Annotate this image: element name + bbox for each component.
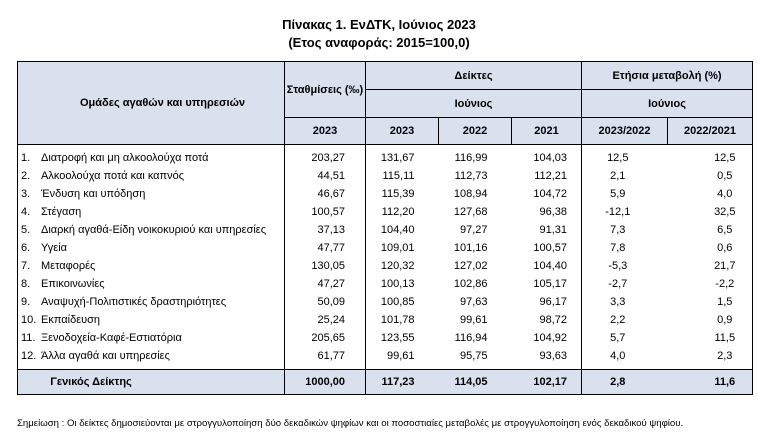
table-row	[18, 347, 753, 370]
row-label	[18, 329, 285, 347]
row-number: 5.	[21, 224, 31, 236]
change-2023-2022-cell: 5,7	[582, 329, 668, 347]
header-index-year: 2023	[366, 118, 439, 145]
table-subtitle: (Ετος αναφοράς: 2015=100,0)	[288, 35, 470, 50]
change-2022-2021-cell: 1,5	[668, 293, 753, 311]
index-2021-cell: 105,17	[533, 278, 568, 290]
row-number: 4.	[21, 206, 31, 218]
row-group-name: Στέγαση	[41, 206, 82, 218]
table-row	[18, 167, 753, 185]
row-number: 8.	[21, 278, 31, 290]
header-indices-month: Ιούνιος	[366, 90, 582, 118]
header-indices: Δείκτες	[366, 62, 582, 90]
header-weights: Σταθμίσεις (‰)	[285, 62, 366, 118]
total-change-2022-2021: 11,6	[668, 370, 753, 395]
row-group-name: Διατροφή και μη αλκοολούχα ποτά	[41, 152, 209, 164]
table-row	[18, 275, 753, 293]
row-label	[18, 257, 285, 275]
change-2023-2022-cell: -2,7	[582, 275, 668, 293]
index-2021-cell: 91,31	[539, 224, 568, 236]
index-2023-cell: 115,39	[366, 185, 439, 203]
header-change-period: 2022/2021	[668, 118, 753, 145]
index-2022-cell: 127,02	[453, 260, 488, 272]
weight-cell: 61,77	[285, 347, 366, 370]
change-2023-2022-cell: 12,5	[582, 145, 668, 168]
row-number: 1.	[21, 152, 31, 164]
index-2022-cell: 97,63	[459, 296, 488, 308]
change-2022-2021-cell: 21,7	[668, 257, 753, 275]
row-number: 10.	[21, 314, 37, 326]
row-number: 9.	[21, 296, 31, 308]
table-row	[18, 203, 753, 221]
change-2022-2021-cell: 0,5	[668, 167, 753, 185]
cpi-table	[17, 61, 753, 395]
weight-cell: 46,67	[285, 185, 366, 203]
table-row	[18, 145, 753, 168]
index-2021-cell: 104,03	[533, 152, 568, 164]
index-2022-cell: 101,16	[453, 242, 488, 254]
row-group-name: Υγεία	[41, 242, 68, 254]
index-2023-cell: 99,61	[366, 347, 439, 370]
footnote: Σημείωση : Οι δείκτες δημοσιεύονται με στρογγυλοποίηση δύο δεκαδικών ψηφίων και οι ποσοστιαίες μεταβολές με στρογγυλοποίηση ενός δεκαδικού ψηφίου.	[17, 418, 684, 429]
row-number: 7.	[21, 260, 31, 272]
row-number: 11.	[21, 332, 36, 344]
table-row	[18, 239, 753, 257]
row-label	[18, 347, 285, 370]
index-2021-cell: 100,57	[533, 242, 568, 254]
index-2022-cell: 95,75	[459, 350, 488, 362]
index-2023-cell: 101,78	[366, 311, 439, 329]
weight-cell: 47,77	[285, 239, 366, 257]
index-2021-cell: 104,40	[533, 260, 568, 272]
change-2022-2021-cell: 12,5	[668, 145, 753, 168]
row-number: 2.	[21, 170, 31, 182]
row-number: 12.	[21, 350, 37, 362]
change-2022-2021-cell: 0,9	[668, 311, 753, 329]
total-index-2022: 114,05	[439, 370, 512, 395]
total-row	[18, 370, 753, 395]
row-group-name: Αλκοολούχα ποτά και καπνός	[41, 170, 185, 182]
change-2022-2021-cell: -2,2	[668, 275, 753, 293]
weight-cell: 205,65	[285, 329, 366, 347]
change-2023-2022-cell: -5,3	[582, 257, 668, 275]
table-row	[18, 293, 753, 311]
total-change-2023-2022: 2,8	[582, 370, 668, 395]
header-weights-year: 2023	[285, 118, 366, 145]
header-index-year: 2022	[439, 118, 512, 145]
change-2023-2022-cell: 5,9	[582, 185, 668, 203]
index-2023-cell: 100,85	[366, 293, 439, 311]
change-2022-2021-cell: 4,0	[668, 185, 753, 203]
row-label	[18, 293, 285, 311]
index-2021-cell: 93,63	[539, 350, 568, 362]
index-2021-cell: 96,38	[539, 206, 568, 218]
change-2022-2021-cell: 11,5	[668, 329, 753, 347]
row-group-name: Επικοινωνίες	[41, 278, 105, 290]
index-2021-cell: 96,17	[539, 296, 568, 308]
row-label	[18, 221, 285, 239]
table-body	[18, 145, 753, 395]
index-2022-cell: 127,68	[453, 206, 488, 218]
index-2023-cell: 115,11	[366, 167, 439, 185]
index-2023-cell: 112,20	[366, 203, 439, 221]
total-label: Γενικός Δείκτης	[18, 370, 285, 395]
row-label	[18, 239, 285, 257]
change-2022-2021-cell: 0,6	[668, 239, 753, 257]
change-2023-2022-cell: 4,0	[582, 347, 668, 370]
table-row	[18, 185, 753, 203]
row-group-name: Εκπαίδευση	[41, 314, 101, 326]
table-row	[18, 311, 753, 329]
index-2022-cell: 116,99	[454, 152, 488, 164]
row-label	[18, 185, 285, 203]
total-index-2023: 117,23	[366, 370, 439, 395]
index-2022-cell: 108,94	[453, 188, 488, 200]
index-2021-cell: 104,92	[533, 332, 568, 344]
change-2023-2022-cell: -12,1	[582, 203, 668, 221]
index-2022-cell: 97,27	[459, 224, 488, 236]
table-title: Πίνακας 1. ΕνΔΤΚ, Ιούνιος 2023	[282, 17, 476, 32]
row-label	[18, 167, 285, 185]
row-label	[18, 275, 285, 293]
change-2023-2022-cell: 7,8	[582, 239, 668, 257]
row-group-name: Ξενοδοχεία-Καφέ-Εστιατόρια	[41, 332, 182, 344]
index-2021-cell: 104,72	[533, 188, 568, 200]
change-2023-2022-cell: 2,2	[582, 311, 668, 329]
change-2022-2021-cell: 2,3	[668, 347, 753, 370]
index-2021-cell: 98,72	[539, 314, 568, 326]
table-row	[18, 329, 753, 347]
weight-cell: 25,24	[285, 311, 366, 329]
row-label	[18, 203, 285, 221]
weight-cell: 37,13	[285, 221, 366, 239]
index-2023-cell: 100,13	[366, 275, 439, 293]
index-2022-cell: 116,94	[454, 332, 488, 344]
index-2023-cell: 109,01	[366, 239, 439, 257]
change-2023-2022-cell: 3,3	[582, 293, 668, 311]
header-annual-change: Ετήσια μεταβολή (%)	[582, 62, 753, 90]
row-group-name: Διαρκή αγαθά-Είδη νοικοκυριού και υπηρεσίες	[41, 224, 267, 236]
index-2021-cell: 112,21	[534, 170, 568, 182]
index-2023-cell: 104,40	[366, 221, 439, 239]
index-2023-cell: 120,32	[366, 257, 439, 275]
index-2023-cell: 123,55	[366, 329, 439, 347]
table-row	[18, 257, 753, 275]
row-number: 6.	[21, 242, 31, 254]
weight-cell: 100,57	[285, 203, 366, 221]
header-change-period: 2023/2022	[582, 118, 668, 145]
weight-cell: 47,27	[285, 275, 366, 293]
header-change-month: Ιούνιος	[582, 90, 753, 118]
row-group-name: Μεταφορές	[41, 260, 96, 272]
weight-cell: 44,51	[285, 167, 366, 185]
row-group-name: Αναψυχή-Πολιτιστικές δραστηριότητες	[41, 296, 227, 308]
change-2023-2022-cell: 2,1	[582, 167, 668, 185]
index-2023-cell: 131,67	[366, 145, 439, 168]
header-index-year: 2021	[512, 118, 582, 145]
index-2022-cell: 99,61	[459, 314, 488, 326]
total-weight: 1000,00	[285, 370, 366, 395]
row-label	[18, 145, 285, 168]
row-group-name: Ένδυση και υπόδηση	[41, 188, 146, 200]
index-2022-cell: 102,86	[453, 278, 488, 290]
index-2022-cell: 112,73	[454, 170, 488, 182]
header-groups: Ομάδες αγαθών και υπηρεσιών	[18, 62, 285, 145]
table-row	[18, 221, 753, 239]
change-2022-2021-cell: 32,5	[668, 203, 753, 221]
row-group-name: Άλλα αγαθά και υπηρεσίες	[41, 350, 170, 362]
change-2023-2022-cell: 7,3	[582, 221, 668, 239]
weight-cell: 203,27	[285, 145, 366, 168]
weight-cell: 130,05	[285, 257, 366, 275]
weight-cell: 50,09	[285, 293, 366, 311]
total-index-2021: 102,17	[512, 370, 582, 395]
row-number: 3.	[21, 188, 31, 200]
row-label	[18, 311, 285, 329]
change-2022-2021-cell: 6,5	[668, 221, 753, 239]
